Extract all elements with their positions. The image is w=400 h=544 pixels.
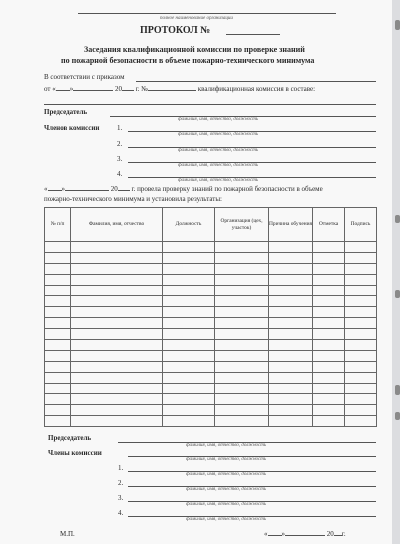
member-caption-top-1: фамилия, имя, отчество, должность — [178, 132, 259, 137]
member-number-top-2: 2. — [117, 140, 123, 148]
table-cell — [163, 296, 215, 307]
table-cell — [345, 274, 377, 285]
table-cell — [163, 263, 215, 274]
table-cell — [45, 252, 71, 263]
table-cell — [163, 340, 215, 351]
table-cell — [215, 285, 269, 296]
table-cell — [71, 263, 163, 274]
table-cell — [45, 285, 71, 296]
binder-hole — [395, 412, 400, 420]
protocol-number-line — [226, 34, 280, 35]
member-caption-bottom-4: фамилия, имя, отчество, должность — [186, 517, 267, 522]
table-cell — [163, 372, 215, 383]
protocol-title — [140, 25, 210, 36]
table-cell — [71, 350, 163, 361]
table-cell — [71, 394, 163, 405]
order-number-label: г. № — [135, 85, 148, 93]
table-cell — [163, 361, 215, 372]
table-cell — [345, 263, 377, 274]
table-row — [45, 372, 377, 383]
table-cell — [45, 329, 71, 340]
table-cell — [215, 372, 269, 383]
table-cell — [215, 307, 269, 318]
col-header-mark: Отметка — [313, 208, 345, 242]
table-cell — [71, 285, 163, 296]
table-cell — [163, 383, 215, 394]
table-cell — [269, 350, 313, 361]
table-cell — [269, 307, 313, 318]
col-header-training-reason: Причина обучения — [269, 208, 313, 242]
member-number-bottom-2: 2. — [118, 479, 124, 487]
footer-date-close: » — [281, 530, 285, 538]
order-reference-line — [136, 81, 376, 82]
table-cell — [313, 350, 345, 361]
table-row — [45, 285, 377, 296]
member-caption-bottom-3: фамилия, имя, отчество, должность — [186, 502, 267, 507]
table-cell — [269, 242, 313, 253]
table-cell — [215, 405, 269, 416]
commission-composition-text: квалификационная комиссия в составе: — [197, 85, 316, 93]
table-row — [45, 318, 377, 329]
table-cell — [269, 383, 313, 394]
member-caption-top-4: фамилия, имя, отчество, должность — [178, 178, 259, 183]
table-cell — [345, 296, 377, 307]
table-cell — [345, 285, 377, 296]
table-cell — [163, 252, 215, 263]
table-cell — [269, 405, 313, 416]
table-cell — [313, 383, 345, 394]
table-cell — [345, 329, 377, 340]
protocol-subtitle-2: по пожарной безопасности в объеме пожарно-технического минимума — [61, 56, 315, 65]
table-cell — [313, 263, 345, 274]
check-text-2: пожарно-технического минимума и установила результаты: — [44, 195, 223, 203]
member-number-top-3: 3. — [117, 155, 123, 163]
order-date-close: » — [69, 85, 74, 93]
order-reference-label: В соответствии с приказом — [44, 73, 125, 81]
table-cell — [71, 416, 163, 427]
table-cell — [45, 307, 71, 318]
table-cell — [163, 329, 215, 340]
table-cell — [345, 252, 377, 263]
table-cell — [345, 372, 377, 383]
table-cell — [313, 329, 345, 340]
member-number-bottom-1: 1. — [118, 464, 124, 472]
table-row — [45, 350, 377, 361]
table-cell — [71, 329, 163, 340]
table-cell — [313, 285, 345, 296]
check-date-close: » — [61, 185, 65, 193]
table-cell — [269, 296, 313, 307]
table-cell — [71, 307, 163, 318]
page-edge — [392, 0, 400, 544]
order-date-open: от « — [44, 85, 56, 93]
binder-hole — [395, 290, 400, 298]
table-row — [45, 263, 377, 274]
table-cell — [71, 372, 163, 383]
col-header-number: № п/п — [45, 208, 71, 242]
table-cell — [215, 318, 269, 329]
table-cell — [345, 394, 377, 405]
table-cell — [163, 416, 215, 427]
table-cell — [269, 394, 313, 405]
order-date-line — [44, 85, 315, 93]
binder-hole — [395, 215, 400, 223]
chair-caption-bottom: фамилия, имя, отчество, должность — [186, 443, 267, 448]
table-cell — [71, 318, 163, 329]
table-cell — [269, 263, 313, 274]
table-cell — [45, 318, 71, 329]
table-cell — [269, 285, 313, 296]
check-text-1: г. провела проверку знаний по пожарной безопасности в объеме — [131, 185, 323, 193]
member-number-bottom-4: 4. — [118, 509, 124, 517]
table-cell — [313, 361, 345, 372]
table-cell — [71, 274, 163, 285]
table-cell — [269, 329, 313, 340]
table-cell — [215, 274, 269, 285]
table-cell — [163, 307, 215, 318]
table-cell — [163, 274, 215, 285]
member-caption-top-2: фамилия, имя, отчество, должность — [178, 148, 259, 153]
results-header-row — [45, 208, 377, 242]
table-cell — [45, 274, 71, 285]
member-number-top-1: 1. — [117, 124, 123, 132]
table-cell — [345, 383, 377, 394]
member-number-top-4: 4. — [117, 170, 123, 178]
table-cell — [269, 252, 313, 263]
table-cell — [45, 372, 71, 383]
table-row — [45, 383, 377, 394]
table-cell — [215, 329, 269, 340]
table-cell — [71, 405, 163, 416]
table-cell — [215, 394, 269, 405]
table-cell — [71, 361, 163, 372]
table-cell — [345, 242, 377, 253]
table-cell — [215, 383, 269, 394]
chair-label-bottom: Председатель — [48, 434, 92, 442]
member-caption-bottom-0: фамилия, имя, отчество, должность — [186, 457, 267, 462]
chair-label-top: Председатель — [44, 108, 88, 116]
table-cell — [345, 416, 377, 427]
table-cell — [269, 361, 313, 372]
table-cell — [163, 405, 215, 416]
table-row — [45, 416, 377, 427]
col-header-signature: Подпись — [345, 208, 377, 242]
table-row — [45, 361, 377, 372]
table-cell — [313, 405, 345, 416]
table-cell — [313, 307, 345, 318]
table-cell — [71, 383, 163, 394]
binder-hole — [395, 20, 400, 30]
chair-caption-top: фамилия, имя, отчество, должность — [178, 117, 259, 122]
order-year: 20 — [114, 85, 122, 93]
table-cell — [45, 394, 71, 405]
table-cell — [163, 242, 215, 253]
table-cell — [313, 340, 345, 351]
table-cell — [163, 350, 215, 361]
table-cell — [45, 405, 71, 416]
footer-date — [264, 530, 346, 538]
table-row — [45, 252, 377, 263]
member-number-bottom-3: 3. — [118, 494, 124, 502]
table-cell — [345, 340, 377, 351]
table-row — [45, 274, 377, 285]
table-cell — [71, 296, 163, 307]
table-cell — [313, 394, 345, 405]
table-cell — [215, 340, 269, 351]
org-caption: полное наименование организации — [160, 16, 233, 21]
table-cell — [45, 383, 71, 394]
table-row — [45, 296, 377, 307]
table-cell — [215, 263, 269, 274]
member-caption-bottom-2: фамилия, имя, отчество, должность — [186, 487, 267, 492]
table-cell — [313, 318, 345, 329]
table-row — [45, 329, 377, 340]
table-cell — [215, 361, 269, 372]
table-cell — [269, 416, 313, 427]
members-label-bottom: Члены комиссии — [48, 449, 102, 457]
table-cell — [45, 361, 71, 372]
table-cell — [345, 350, 377, 361]
table-cell — [45, 263, 71, 274]
org-name-line — [78, 13, 336, 14]
table-cell — [269, 340, 313, 351]
protocol-subtitle-1: Заседания квалификационной комиссии по проверке знаний — [84, 45, 305, 54]
col-header-organization: Организация (цех, участок) — [215, 208, 269, 242]
table-cell — [45, 416, 71, 427]
results-table — [44, 207, 377, 427]
table-cell — [45, 340, 71, 351]
table-cell — [215, 242, 269, 253]
col-header-full-name: Фамилия, имя, отчество — [71, 208, 163, 242]
table-cell — [215, 296, 269, 307]
table-cell — [45, 350, 71, 361]
table-row — [45, 242, 377, 253]
table-cell — [313, 296, 345, 307]
table-cell — [345, 318, 377, 329]
check-date-open: « — [44, 185, 48, 193]
table-cell — [269, 372, 313, 383]
table-cell — [313, 242, 345, 253]
extra-line-top — [44, 104, 376, 105]
table-cell — [71, 252, 163, 263]
table-row — [45, 307, 377, 318]
table-cell — [313, 372, 345, 383]
table-cell — [269, 318, 313, 329]
protocol-title-text: ПРОТОКОЛ № — [140, 25, 211, 36]
table-cell — [163, 318, 215, 329]
table-cell — [215, 416, 269, 427]
table-cell — [345, 307, 377, 318]
table-row — [45, 340, 377, 351]
table-cell — [215, 252, 269, 263]
table-row — [45, 394, 377, 405]
stamp-place-label: М.П. — [60, 530, 75, 538]
footer-year-suffix: г. — [341, 530, 346, 538]
table-cell — [45, 296, 71, 307]
table-cell — [313, 252, 345, 263]
table-cell — [345, 405, 377, 416]
table-cell — [71, 242, 163, 253]
table-row — [45, 405, 377, 416]
footer-year: 20 — [326, 530, 334, 538]
members-label-top: Членов комиссии — [44, 124, 100, 132]
footer-date-open: « — [264, 530, 268, 538]
member-caption-bottom-1: фамилия, имя, отчество, должность — [186, 472, 267, 477]
table-cell — [313, 416, 345, 427]
member-caption-top-3: фамилия, имя, отчество, должность — [178, 163, 259, 168]
binder-hole — [395, 385, 400, 395]
table-cell — [71, 340, 163, 351]
table-cell — [215, 350, 269, 361]
check-date-line — [44, 185, 323, 193]
col-header-position: Должность — [163, 208, 215, 242]
table-cell — [163, 394, 215, 405]
table-cell — [163, 285, 215, 296]
table-cell — [345, 361, 377, 372]
table-cell — [313, 274, 345, 285]
table-cell — [45, 242, 71, 253]
table-cell — [269, 274, 313, 285]
check-year: 20 — [110, 185, 118, 193]
